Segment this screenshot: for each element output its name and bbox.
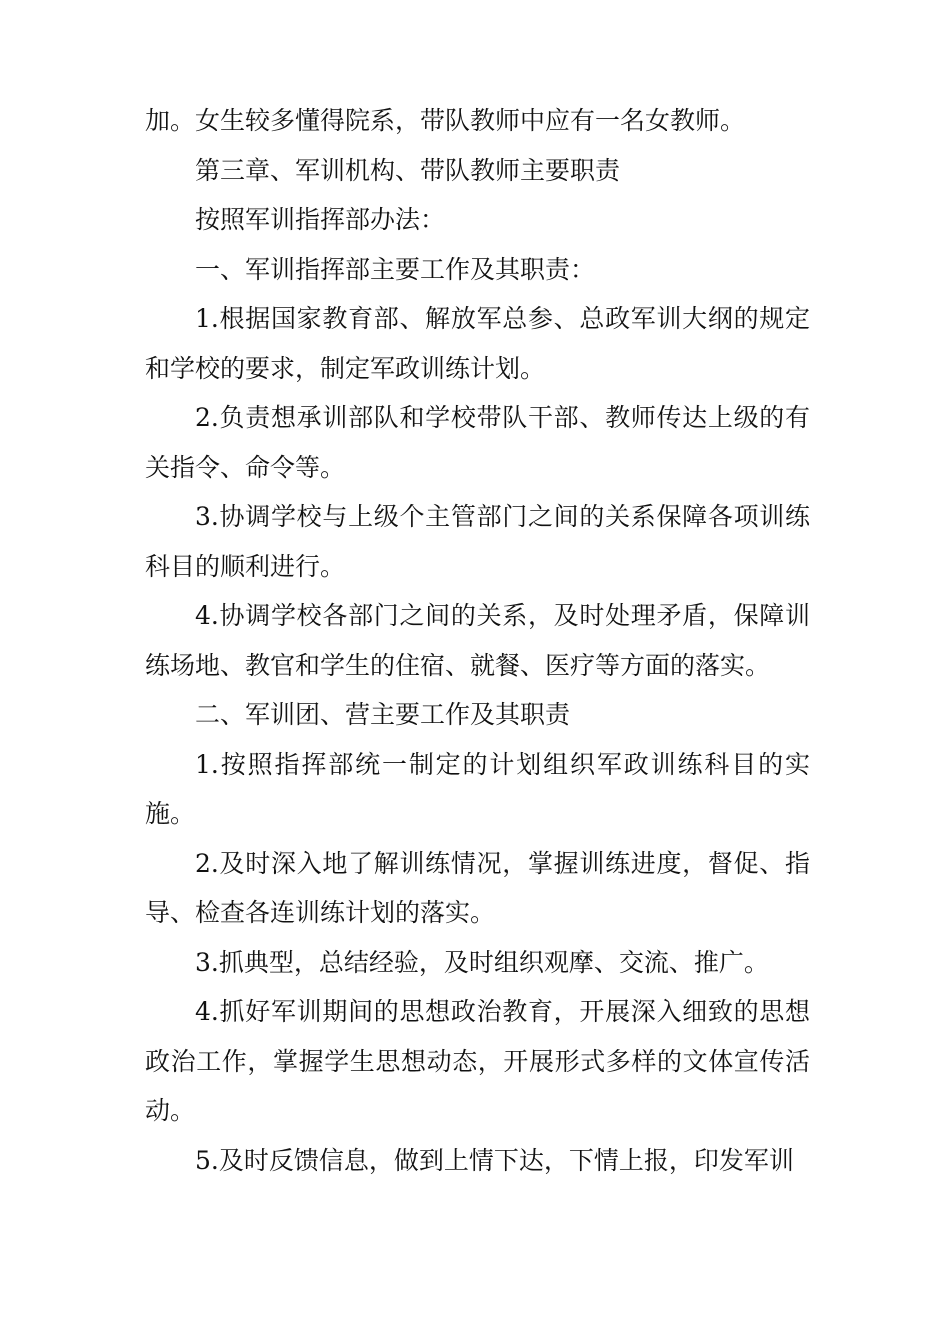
list-item: 2.及时深入地了解训练情况，掌握训练进度，督促、指导、检查各连训练计划的落实。 bbox=[145, 848, 810, 927]
list-item: 3.抓典型，总结经验，及时组织观摩、交流、推广。 bbox=[195, 947, 769, 977]
list-item: 1.按照指挥部统一制定的计划组织军政训练科目的实施。 bbox=[145, 749, 810, 828]
list-item: 3.协调学校与上级个主管部门之间的关系保障各项训练科目的顺利进行。 bbox=[145, 502, 810, 581]
paragraph-continuation: 加。女生较多懂得院系，带队教师中应有一名女教师。 bbox=[145, 106, 746, 135]
list-item: 1.根据国家教育部、解放军总参、总政军训大纲的规定和学校的要求，制定军政训练计划。 bbox=[145, 304, 810, 383]
list-item: 4.协调学校各部门之间的关系，及时处理矛盾，保障训练场地、教官和学生的住宿、就餐、医疗等方面的落实。 bbox=[145, 601, 810, 680]
list-item: 4.抓好军训期间的思想政治教育，开展深入细致的思想政治工作，掌握学生思想动态，开展形式多样的文体宣传活动。 bbox=[145, 997, 810, 1125]
section-heading: 一、军训指挥部主要工作及其职责： bbox=[195, 254, 596, 284]
list-item: 5.及时反馈信息，做到上情下达，下情上报，印发军训 bbox=[195, 1145, 794, 1175]
list-item: 2.负责想承训部队和学校带队干部、教师传达上级的有关指令、命令等。 bbox=[145, 403, 810, 482]
paragraph: 按照军训指挥部办法： bbox=[195, 205, 446, 234]
chapter-heading: 第三章、军训机构、带队教师主要职责 bbox=[195, 155, 621, 185]
section-heading: 二、军训团、营主要工作及其职责 bbox=[195, 700, 571, 729]
document-body bbox=[145, 96, 810, 1185]
